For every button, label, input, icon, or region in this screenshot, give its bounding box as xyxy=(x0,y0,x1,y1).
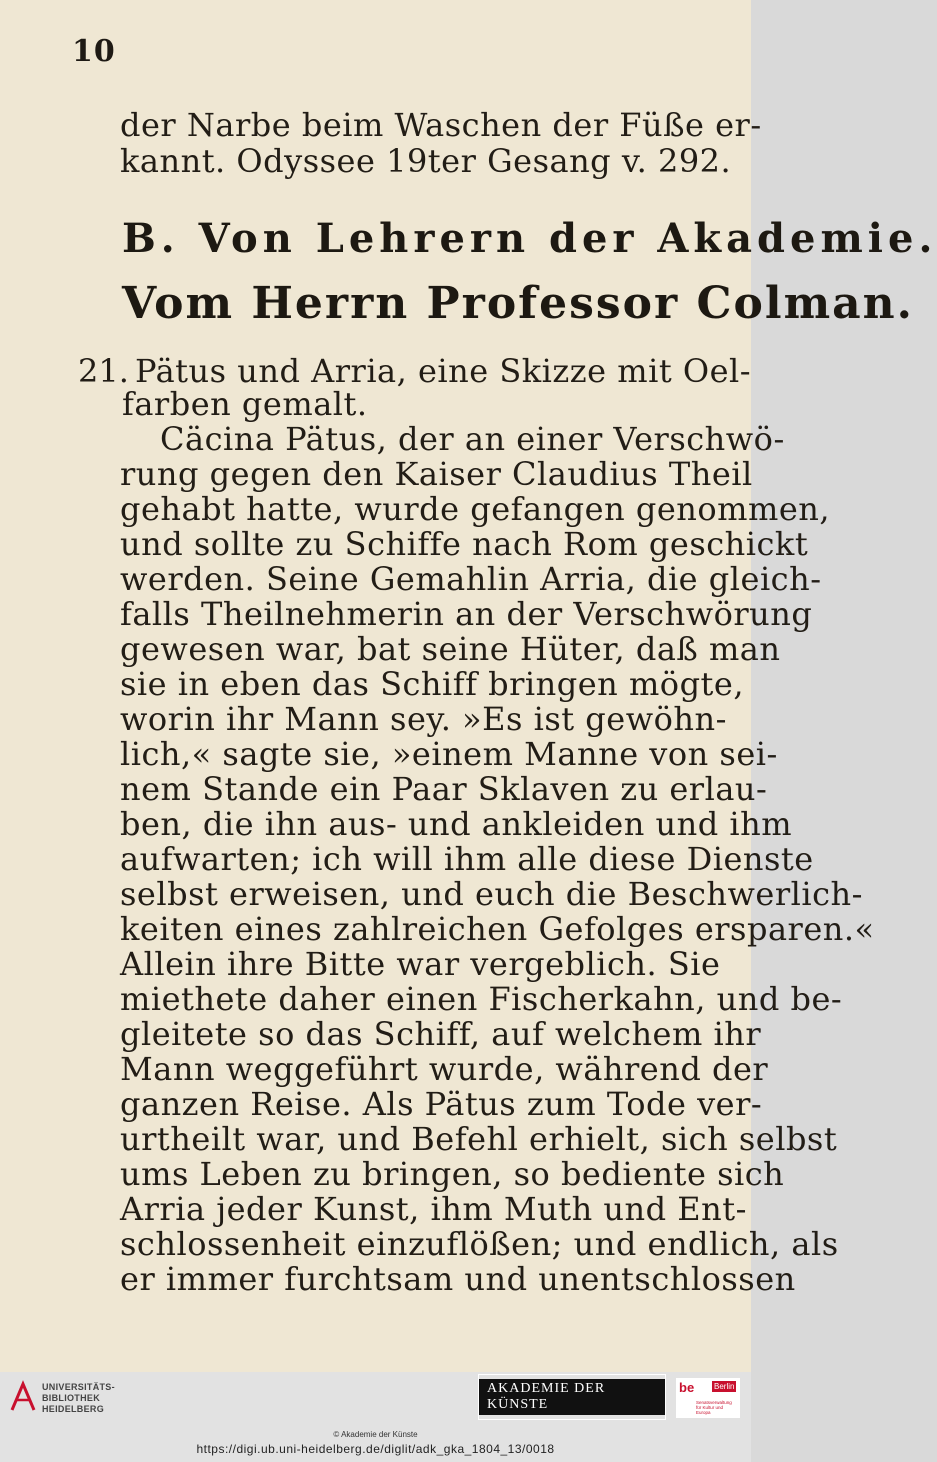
copyright-notice: © Akademie der Künste xyxy=(333,1430,418,1439)
senat-city: Berlin xyxy=(714,1382,735,1391)
text-line: schlossenheit einzuflößen; und endlich, als xyxy=(120,1225,839,1263)
senat-subtitle: Senatsverwaltung für Kultur und Europa xyxy=(696,1400,732,1415)
text-line: worin ihr Mann sey. »Es ist gewöhn- xyxy=(120,700,727,738)
text-line: farben gemalt. xyxy=(122,385,368,423)
text-line: ben, die ihn aus- und ankleiden und ihm xyxy=(120,805,793,843)
senat-logo-text: be xyxy=(679,1380,695,1395)
text-line: Cäcina Pätus, der an einer Verschwö- xyxy=(160,420,785,458)
text-line: nem Stande ein Paar Sklaven zu erlau- xyxy=(120,770,768,808)
text-line: und sollte zu Schiffe nach Rom geschickt xyxy=(120,525,809,563)
text-line: lich,« sagte sie, »einem Manne von sei- xyxy=(120,735,778,773)
akademie-label: AKADEMIE DER KÜNSTE xyxy=(478,1374,666,1420)
entry-number: 21. xyxy=(78,352,129,390)
text-line: rung gegen den Kaiser Claudius Theil xyxy=(120,455,753,493)
text-line: gewesen war, bat seine Hüter, daß man xyxy=(120,630,781,668)
text-line: Mann weggeführt wurde, während der xyxy=(120,1050,769,1088)
senat-logo[interactable] xyxy=(676,1378,740,1418)
text-line: ganzen Reise. Als Pätus zum Tode ver- xyxy=(120,1085,763,1123)
text-line: ums Leben zu bringen, so bediente sich xyxy=(120,1155,785,1193)
text-line: kannt. Odyssee 19ter Gesang v. 292. xyxy=(120,142,732,180)
text-line: gleitete so das Schiff, auf welchem ihr xyxy=(120,1015,762,1053)
university-name: UNIVERSITÄTS- BIBLIOTHEK HEIDELBERG xyxy=(42,1382,115,1414)
page-number: 10 xyxy=(72,34,116,69)
text-line: miethete daher einen Fischerkahn, und be- xyxy=(120,980,843,1018)
text-line: keiten eines zahlreichen Gefolges ersparen.« xyxy=(120,910,875,948)
source-url-link[interactable]: https://digi.ub.uni-heidelberg.de/diglit/adk_gka_1804_13/0018 xyxy=(196,1442,555,1456)
footer-bar xyxy=(0,1372,751,1462)
text-line: gehabt hatte, wurde gefangen genommen, xyxy=(120,490,831,528)
section-heading: B. Von Lehrern der Akademie. xyxy=(122,215,937,262)
text-line: er immer furchtsam und unentschlossen xyxy=(120,1260,796,1298)
text-line: werden. Seine Gemahlin Arria, die gleich- xyxy=(120,560,822,598)
akademie-logo[interactable] xyxy=(478,1379,666,1415)
text-line: der Narbe beim Waschen der Füße er- xyxy=(120,106,762,144)
text-line: sie in eben das Schiff bringen mögte, xyxy=(120,665,745,703)
text-line: Arria jeder Kunst, ihm Muth und Ent- xyxy=(120,1190,747,1228)
text-line: urtheilt war, und Befehl erhielt, sich selbst xyxy=(120,1120,838,1158)
text-line: selbst erweisen, und euch die Beschwerlich- xyxy=(120,875,863,913)
subheading: Vom Herrn Professor Colman. xyxy=(122,278,914,329)
text-line: falls Theilnehmerin an der Verschwörung xyxy=(120,595,813,633)
university-logo-icon xyxy=(10,1380,36,1414)
entry-first-line: Pätus und Arria, eine Skizze mit Oel- xyxy=(135,352,752,390)
text-line: Allein ihre Bitte war vergeblich. Sie xyxy=(120,945,721,983)
text-line: aufwarten; ich will ihm alle diese Dienste xyxy=(120,840,814,878)
